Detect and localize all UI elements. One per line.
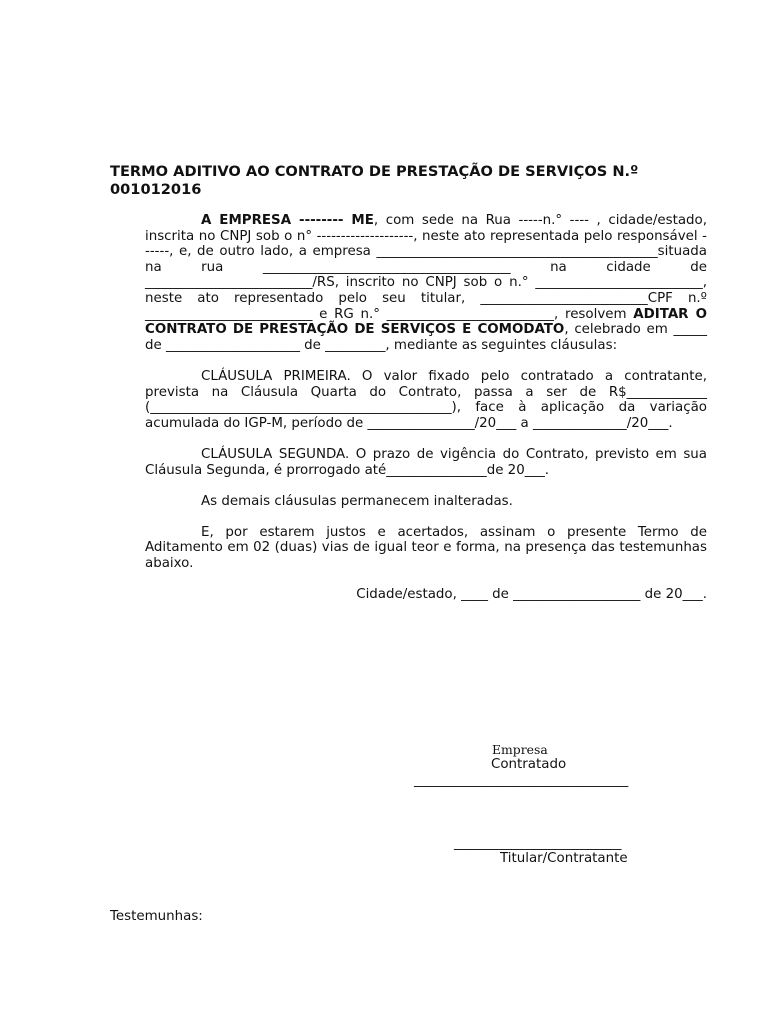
signature-contratado-label: Contratado xyxy=(491,757,567,772)
signature-titular-label: Titular/Contratante xyxy=(500,851,628,866)
demais-clausulas: As demais cláusulas permanecem inalteradas. xyxy=(201,493,513,509)
intro-text-2: , celebrado em _____ de ____________________ de _________, mediante as seguintes cláusulas: xyxy=(145,322,707,353)
signature-line-titular: _________________________ xyxy=(454,836,622,851)
testemunhas-label: Testemunhas: xyxy=(110,909,203,924)
company-name: A EMPRESA -------- ME xyxy=(201,213,374,228)
clausula-segunda: CLÁUSULA SEGUNDA. O prazo de vigência do Contrato, previsto em sua Cláusula Segunda, é prorrogado até_______________de 20___. xyxy=(145,446,707,478)
document-title: TERMO ADITIVO AO CONTRATO DE PRESTAÇÃO DE SERVIÇOS N.º 001012016 xyxy=(110,163,639,198)
intro-text-1: , com sede na Rua -----n.° ---- , cidade/estado, inscrita no CNPJ sob o n° --------------------, neste ato representada pelo responsável ------, e, de outro lado, a empresa __________________________________________situada na rua _____________________________________ na cidade de _________________________/RS, inscrito no CNPJ sob o n.° _________________________, neste ato representado pelo seu titular, _________________________CPF n.º _________________________ e RG n.° _________________________, resolvem xyxy=(145,213,707,322)
aditar-clause: ADITAR O CONTRATO DE PRESTAÇÃO DE SERVIÇOS E COMODATO xyxy=(145,306,708,338)
signature-empresa-label: Empresa xyxy=(492,742,548,757)
signature-line-contratado: ________________________________ xyxy=(414,773,629,788)
date-line: Cidade/estado, ____ de ___________________ de 20___. xyxy=(356,587,707,603)
clausula-primeira: CLÁUSULA PRIMEIRA. O valor fixado pelo contratado a contratante, prevista na Cláusula Quarta do Contrato, passa a ser de R$____________ (_____________________________________________), face à aplicação da variação acumulada do IGP-M, período de ________________/20___ a ______________/20___. xyxy=(145,368,707,431)
intro-paragraph xyxy=(145,213,707,353)
document-body xyxy=(145,213,707,603)
acertados-paragraph: E, por estarem justos e acertados, assinam o presente Termo de Aditamento em 02 (duas) vias de igual teor e forma, na presença das testemunhas abaixo. xyxy=(145,524,707,572)
